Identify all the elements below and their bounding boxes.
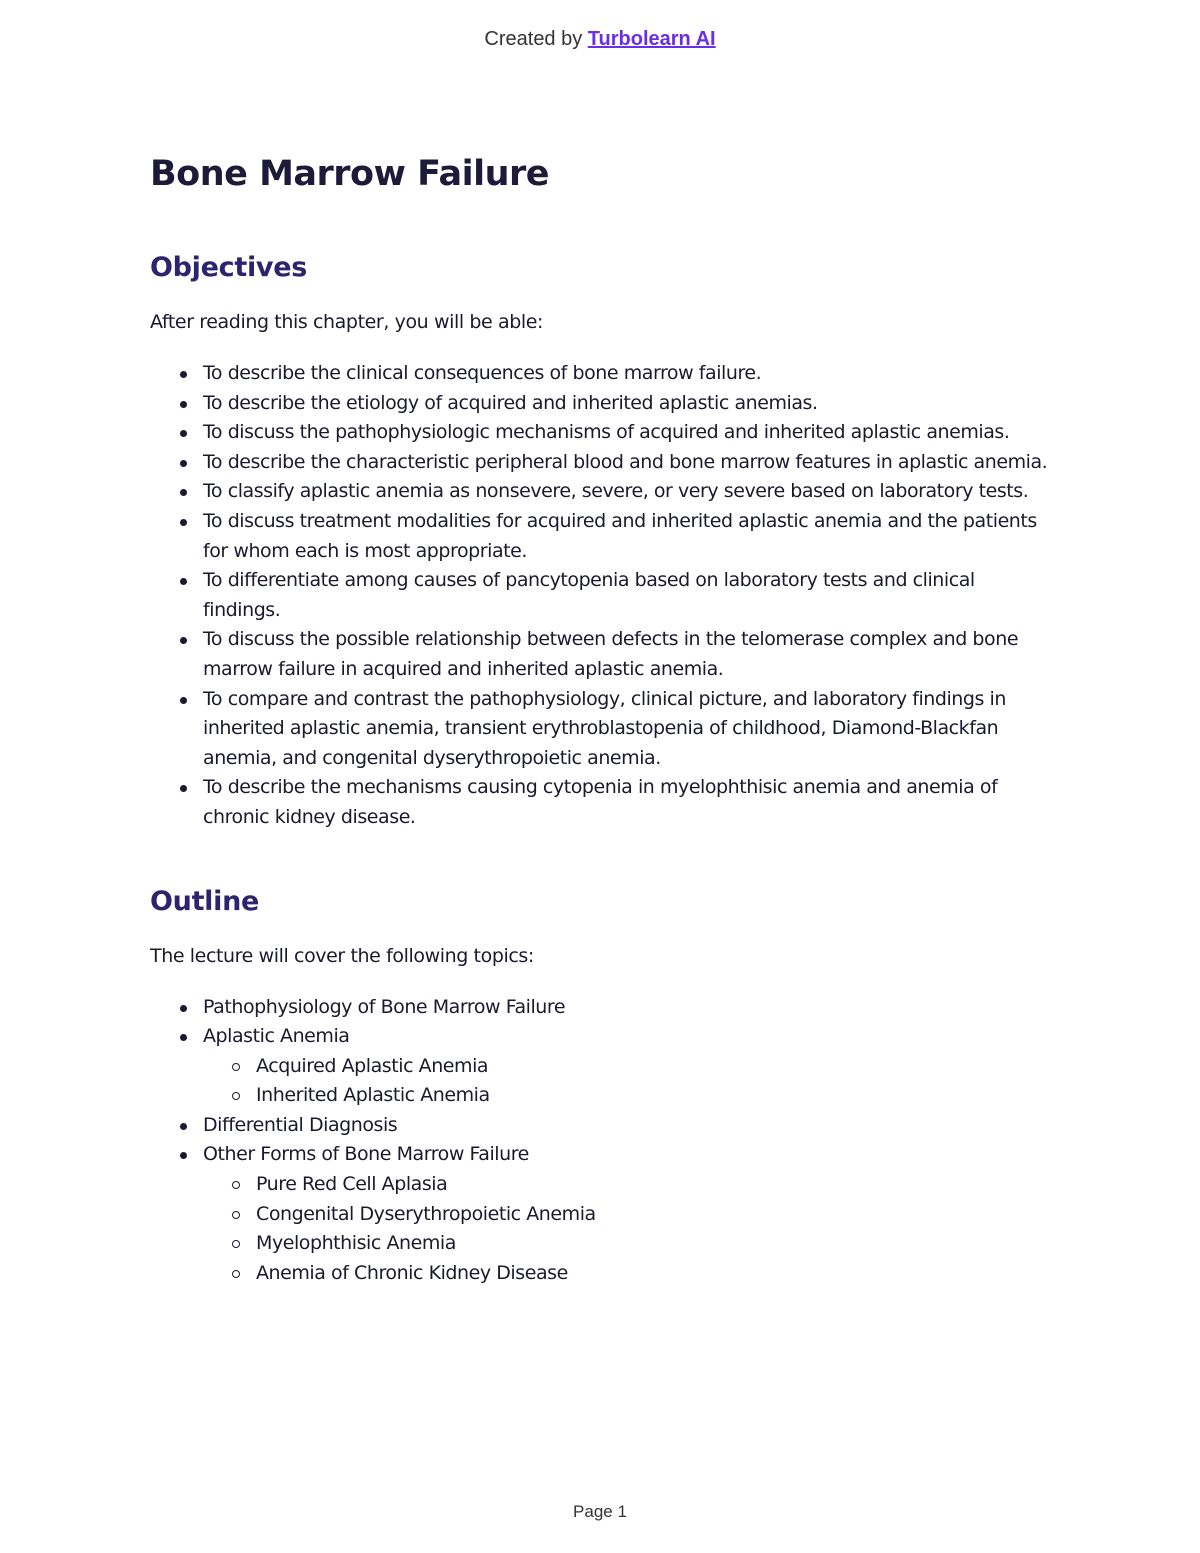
objectives-heading: Objectives xyxy=(150,252,307,283)
list-item: To compare and contrast the pathophysiology, clinical picture, and laboratory findings in inherited aplastic anemia, transient erythroblastopenia of childhood, Diamond-Blackfan anemia, and congenital dyserythropoietic anemia. xyxy=(150,685,1050,774)
list-item: To describe the clinical consequences of bone marrow failure. xyxy=(150,359,1050,389)
page-footer: Page 1 xyxy=(573,1502,627,1521)
sub-list-item: Inherited Aplastic Anemia xyxy=(203,1081,1050,1111)
header-prefix: Created by xyxy=(484,28,588,50)
list-item: To describe the characteristic peripheral blood and bone marrow features in aplastic anemia. xyxy=(150,448,1050,478)
outline-heading: Outline xyxy=(150,885,260,917)
list-item: To discuss the possible relationship between defects in the telomerase complex and bone marrow failure in acquired and inherited aplastic anemia. xyxy=(150,625,1050,684)
objectives-intro: After reading this chapter, you will be able: xyxy=(150,311,544,333)
sub-list-item: Congenital Dyserythropoietic Anemia xyxy=(203,1200,1050,1230)
page-header xyxy=(0,28,1200,51)
list-item: To classify aplastic anemia as nonsevere, severe, or very severe based on laboratory tests. xyxy=(150,477,1050,507)
outline-intro: The lecture will cover the following topics: xyxy=(150,944,534,967)
list-item-label: Other Forms of Bone Marrow Failure xyxy=(203,1143,529,1166)
list-item: Pathophysiology of Bone Marrow Failure xyxy=(150,993,1050,1023)
objectives-list xyxy=(150,359,1050,833)
document-body xyxy=(150,150,1050,1288)
list-item: To discuss treatment modalities for acquired and inherited aplastic anemia and the patients for whom each is most appropriate. xyxy=(150,507,1050,566)
sub-list-item: Myelophthisic Anemia xyxy=(203,1229,1050,1259)
list-item: To describe the mechanisms causing cytopenia in myelophthisic anemia and anemia of chronic kidney disease. xyxy=(150,773,1050,832)
list-item-group xyxy=(150,1140,1050,1288)
list-item-label: Aplastic Anemia xyxy=(203,1025,350,1048)
list-item-group xyxy=(150,1022,1050,1111)
list-item: To describe the etiology of acquired and inherited aplastic anemias. xyxy=(150,389,1050,419)
list-item: To differentiate among causes of pancytopenia based on laboratory tests and clinical findings. xyxy=(150,566,1050,625)
sub-list-item: Anemia of Chronic Kidney Disease xyxy=(203,1259,1050,1289)
sub-list-item: Pure Red Cell Aplasia xyxy=(203,1170,1050,1200)
sub-list-item: Acquired Aplastic Anemia xyxy=(203,1052,1050,1082)
turbolearn-link[interactable]: Turbolearn AI xyxy=(587,28,716,50)
sub-list xyxy=(203,1170,1050,1288)
list-item: Differential Diagnosis xyxy=(150,1111,1050,1141)
list-item: To discuss the pathophysiologic mechanisms of acquired and inherited aplastic anemias. xyxy=(150,418,1050,448)
page-title: Bone Marrow Failure xyxy=(150,154,549,194)
sub-list xyxy=(203,1052,1050,1111)
outline-list xyxy=(150,993,1050,1289)
